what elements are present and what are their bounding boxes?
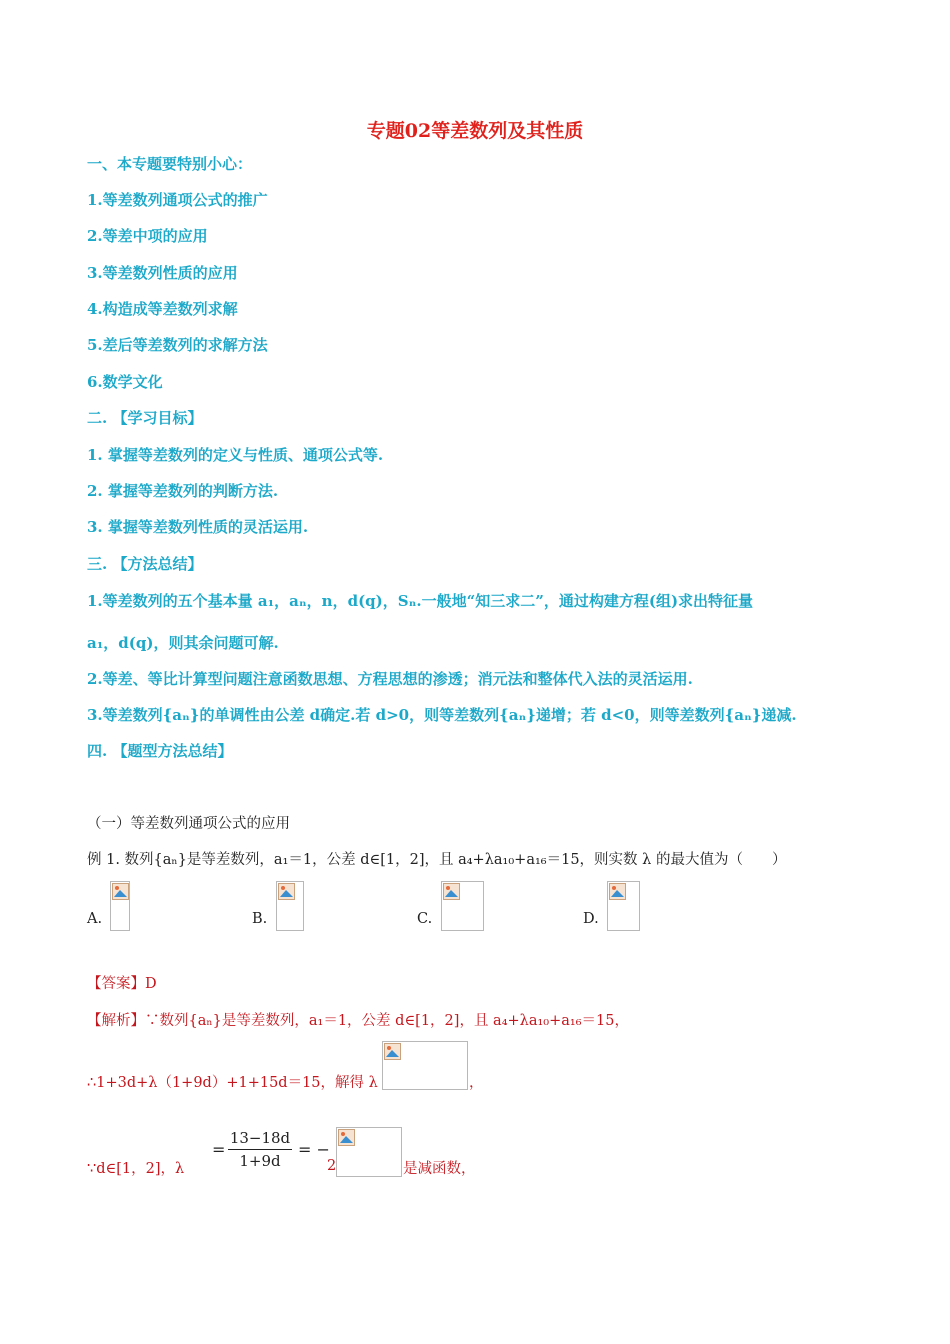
section-1-item: 3.等差数列性质的应用 bbox=[87, 264, 238, 282]
section-2-heading: 二. 【学习目标】 bbox=[87, 409, 203, 427]
broken-image-icon bbox=[443, 883, 460, 900]
analysis-line: 【解析】∵数列{aₙ}是等差数列，a₁＝1，公差 d∈[1，2]，且 a₄+λa₁₀+a₁₆＝15， bbox=[87, 1013, 629, 1029]
section-1-heading: 一、本专题要特别小心： bbox=[87, 155, 253, 173]
method-paragraph: 3.等差数列{aₙ}的单调性由公差 d确定.若 d>0，则等差数列{aₙ}递增；若 d<0，则等差数列{aₙ}递减. bbox=[87, 706, 797, 724]
section-4-heading: 四. 【题型方法总结】 bbox=[87, 742, 233, 760]
coefficient: 2 bbox=[327, 1158, 337, 1174]
equals-minus: = − bbox=[298, 1140, 330, 1159]
option-a-label: A. bbox=[87, 911, 103, 927]
analysis-step-2-tail: ， bbox=[469, 1075, 484, 1091]
answer: 【答案】D bbox=[87, 976, 157, 992]
fraction-numerator: 13−18d bbox=[229, 1129, 291, 1147]
analysis-step-2: ∴1+3d+λ（1+9d）+1+15d＝15，解得 λ bbox=[87, 1075, 378, 1091]
method-paragraph: 2.等差、等比计算型问题注意函数思想、方程思想的渗透；消元法和整体代入法的灵活运用. bbox=[87, 670, 693, 688]
section-1-item: 1.等差数列通项公式的推广 bbox=[87, 191, 268, 209]
method-paragraph-cont: a₁，d(q)，则其余问题可解. bbox=[87, 634, 279, 652]
section-1-item: 5.差后等差数列的求解方法 bbox=[87, 336, 268, 354]
broken-image-icon bbox=[338, 1129, 355, 1146]
method-paragraph: 1.等差数列的五个基本量 a₁，aₙ，n，d(q)，Sₙ.一般地“知三求二”，通过构建方程(组)求出特征量 bbox=[87, 592, 754, 610]
section-1-item: 2.等差中项的应用 bbox=[87, 227, 208, 245]
option-d-image bbox=[607, 881, 640, 931]
section-3-heading: 三. 【方法总结】 bbox=[87, 555, 203, 573]
formula-image bbox=[336, 1127, 402, 1177]
option-b-label: B. bbox=[252, 911, 268, 927]
section-2-item: 2. 掌握等差数列的判断方法. bbox=[87, 482, 279, 500]
option-c-label: C. bbox=[417, 911, 433, 927]
option-d-label: D. bbox=[583, 911, 599, 927]
broken-image-icon bbox=[112, 883, 129, 900]
broken-image-icon bbox=[384, 1043, 401, 1060]
example-question: 例 1. 数列{aₙ}是等差数列，a₁＝1，公差 d∈[1，2]，且 a₄+λa₁₀+a₁₆＝15，则实数 λ 的最大值为（ ） bbox=[87, 852, 787, 868]
subsection-heading: （一）等差数列通项公式的应用 bbox=[87, 816, 290, 832]
option-b-image bbox=[276, 881, 304, 931]
analysis-step-3: ∵d∈[1，2]，λ bbox=[87, 1161, 185, 1177]
lambda-fraction bbox=[228, 1129, 292, 1170]
section-2-item: 3. 掌握等差数列性质的灵活运用. bbox=[87, 518, 309, 536]
option-c-image bbox=[441, 881, 484, 931]
broken-image-icon bbox=[609, 883, 626, 900]
option-a-image bbox=[110, 881, 130, 931]
section-1-item: 4.构造成等差数列求解 bbox=[87, 300, 238, 318]
page-title: 专题02等差数列及其性质 bbox=[366, 120, 584, 142]
analysis-step-3-tail: 是减函数， bbox=[403, 1161, 476, 1177]
section-1-item: 6.数学文化 bbox=[87, 373, 163, 391]
broken-image-icon bbox=[278, 883, 295, 900]
formula-image bbox=[382, 1041, 468, 1090]
fraction-denominator: 1+9d bbox=[239, 1152, 281, 1170]
section-2-item: 1. 掌握等差数列的定义与性质、通项公式等. bbox=[87, 446, 384, 464]
